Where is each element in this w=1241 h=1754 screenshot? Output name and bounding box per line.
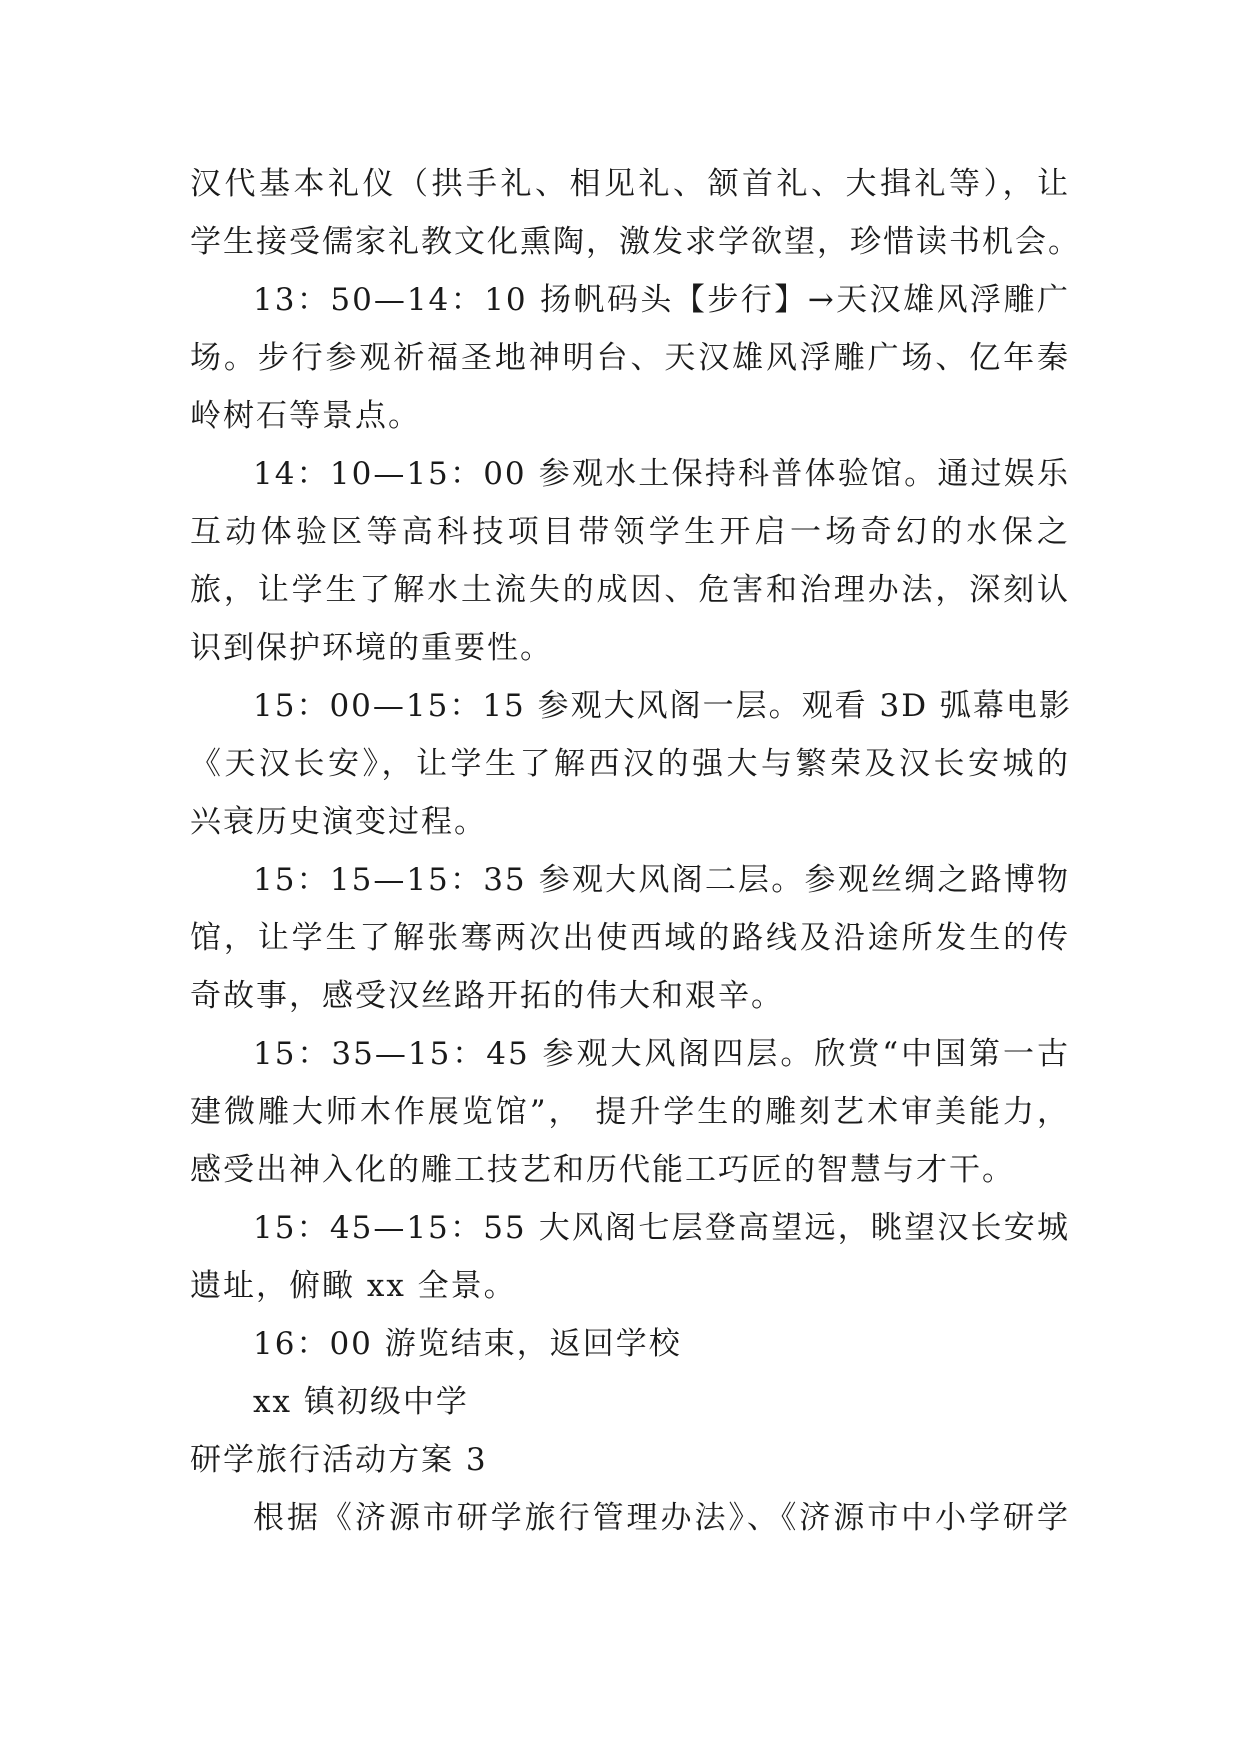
section-heading: 研学旅行活动方案 3 — [190, 1442, 488, 1478]
text-line: 根据《济源市研学旅行管理办法》、《济源市中小学研学 — [253, 1500, 1070, 1536]
text-line: 15：15—15：35 参观大风阁二层。参观丝绸之路博物 — [253, 862, 1070, 898]
text-line: 《天汉长安》，让学生了解西汉的强大与繁荣及汉长安城的 — [190, 746, 1070, 782]
signature-line: xx 镇初级中学 — [253, 1384, 469, 1420]
text-line: 互动体验区等高科技项目带领学生开启一场奇幻的水保之 — [190, 514, 1070, 550]
text-line: 15：35—15：45 参观大风阁四层。欣赏“中国第一古 — [253, 1036, 1070, 1072]
text-line: 汉代基本礼仪（拱手礼、相见礼、颔首礼、大揖礼等），让 — [190, 166, 1070, 202]
text-line: 场。步行参观祈福圣地神明台、天汉雄风浮雕广场、亿年秦 — [190, 340, 1070, 376]
text-line: 兴衰历史演变过程。 — [190, 804, 487, 840]
text-line: 识到保护环境的重要性。 — [190, 630, 553, 666]
text-line: 遗址，俯瞰 xx 全景。 — [190, 1268, 517, 1304]
text-line: 馆，让学生了解张骞两次出使西域的路线及沿途所发生的传 — [190, 920, 1070, 956]
text-line: 旅，让学生了解水土流失的成因、危害和治理办法，深刻认 — [190, 572, 1070, 608]
text-line: 14：10—15：00 参观水土保持科普体验馆。通过娱乐 — [253, 456, 1070, 492]
text-line: 16：00 游览结束，返回学校 — [253, 1326, 682, 1362]
text-line: 岭树石等景点。 — [190, 398, 421, 434]
text-line: 感受出神入化的雕工技艺和历代能工巧匠的智慧与才干。 — [190, 1152, 1015, 1188]
text-line: 奇故事，感受汉丝路开拓的伟大和艰辛。 — [190, 978, 784, 1014]
text-line: 学生接受儒家礼教文化熏陶，激发求学欲望，珍惜读书机会。 — [190, 224, 1081, 260]
text-line: 15：45—15：55 大风阁七层登高望远，眺望汉长安城 — [253, 1210, 1070, 1246]
text-line: 13：50—14：10 扬帆码头【步行】→天汉雄风浮雕广 — [253, 282, 1070, 318]
text-line: 15：00—15：15 参观大风阁一层。观看 3D 弧幕电影 — [253, 688, 1072, 724]
text-line: 建微雕大师木作展览馆”， 提升学生的雕刻艺术审美能力， — [190, 1094, 1070, 1130]
